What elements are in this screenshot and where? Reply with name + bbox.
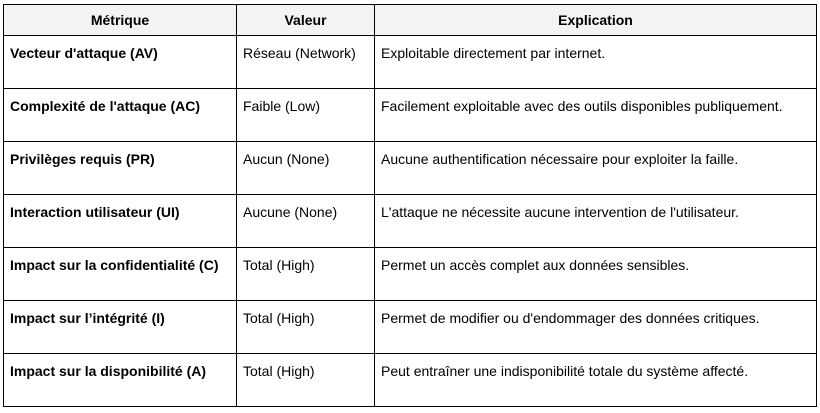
table-row bbox=[4, 301, 817, 354]
value-cell: Faible (Low) bbox=[237, 89, 375, 142]
explanation-cell: Peut entraîner une indisponibilité totale du système affecté. bbox=[375, 354, 817, 407]
value-cell: Total (High) bbox=[237, 248, 375, 301]
cvss-metrics-table bbox=[3, 4, 817, 407]
explanation-cell: Exploitable directement par internet. bbox=[375, 36, 817, 89]
value-cell: Total (High) bbox=[237, 354, 375, 407]
header-value: Valeur bbox=[237, 5, 375, 36]
table-row bbox=[4, 36, 817, 89]
metric-cell: Complexité de l'attaque (AC) bbox=[4, 89, 237, 142]
table-row bbox=[4, 195, 817, 248]
explanation-cell: Permet un accès complet aux données sensibles. bbox=[375, 248, 817, 301]
metric-cell: Impact sur la confidentialité (C) bbox=[4, 248, 237, 301]
value-cell: Réseau (Network) bbox=[237, 36, 375, 89]
header-metric: Métrique bbox=[4, 5, 237, 36]
table-row bbox=[4, 248, 817, 301]
explanation-cell: L'attaque ne nécessite aucune intervention de l'utilisateur. bbox=[375, 195, 817, 248]
metric-cell: Interaction utilisateur (UI) bbox=[4, 195, 237, 248]
metric-cell: Vecteur d'attaque (AV) bbox=[4, 36, 237, 89]
table-row bbox=[4, 89, 817, 142]
metric-cell: Impact sur l’intégrité (I) bbox=[4, 301, 237, 354]
explanation-cell: Facilement exploitable avec des outils disponibles publiquement. bbox=[375, 89, 817, 142]
table-row bbox=[4, 142, 817, 195]
metric-cell: Impact sur la disponibilité (A) bbox=[4, 354, 237, 407]
header-row bbox=[4, 5, 817, 36]
value-cell: Aucun (None) bbox=[237, 142, 375, 195]
table-row bbox=[4, 354, 817, 407]
metric-cell: Privilèges requis (PR) bbox=[4, 142, 237, 195]
table-body bbox=[4, 36, 817, 407]
value-cell: Total (High) bbox=[237, 301, 375, 354]
explanation-cell: Aucune authentification nécessaire pour exploiter la faille. bbox=[375, 142, 817, 195]
table-header bbox=[4, 5, 817, 36]
value-cell: Aucune (None) bbox=[237, 195, 375, 248]
explanation-cell: Permet de modifier ou d'endommager des données critiques. bbox=[375, 301, 817, 354]
header-explanation: Explication bbox=[375, 5, 817, 36]
